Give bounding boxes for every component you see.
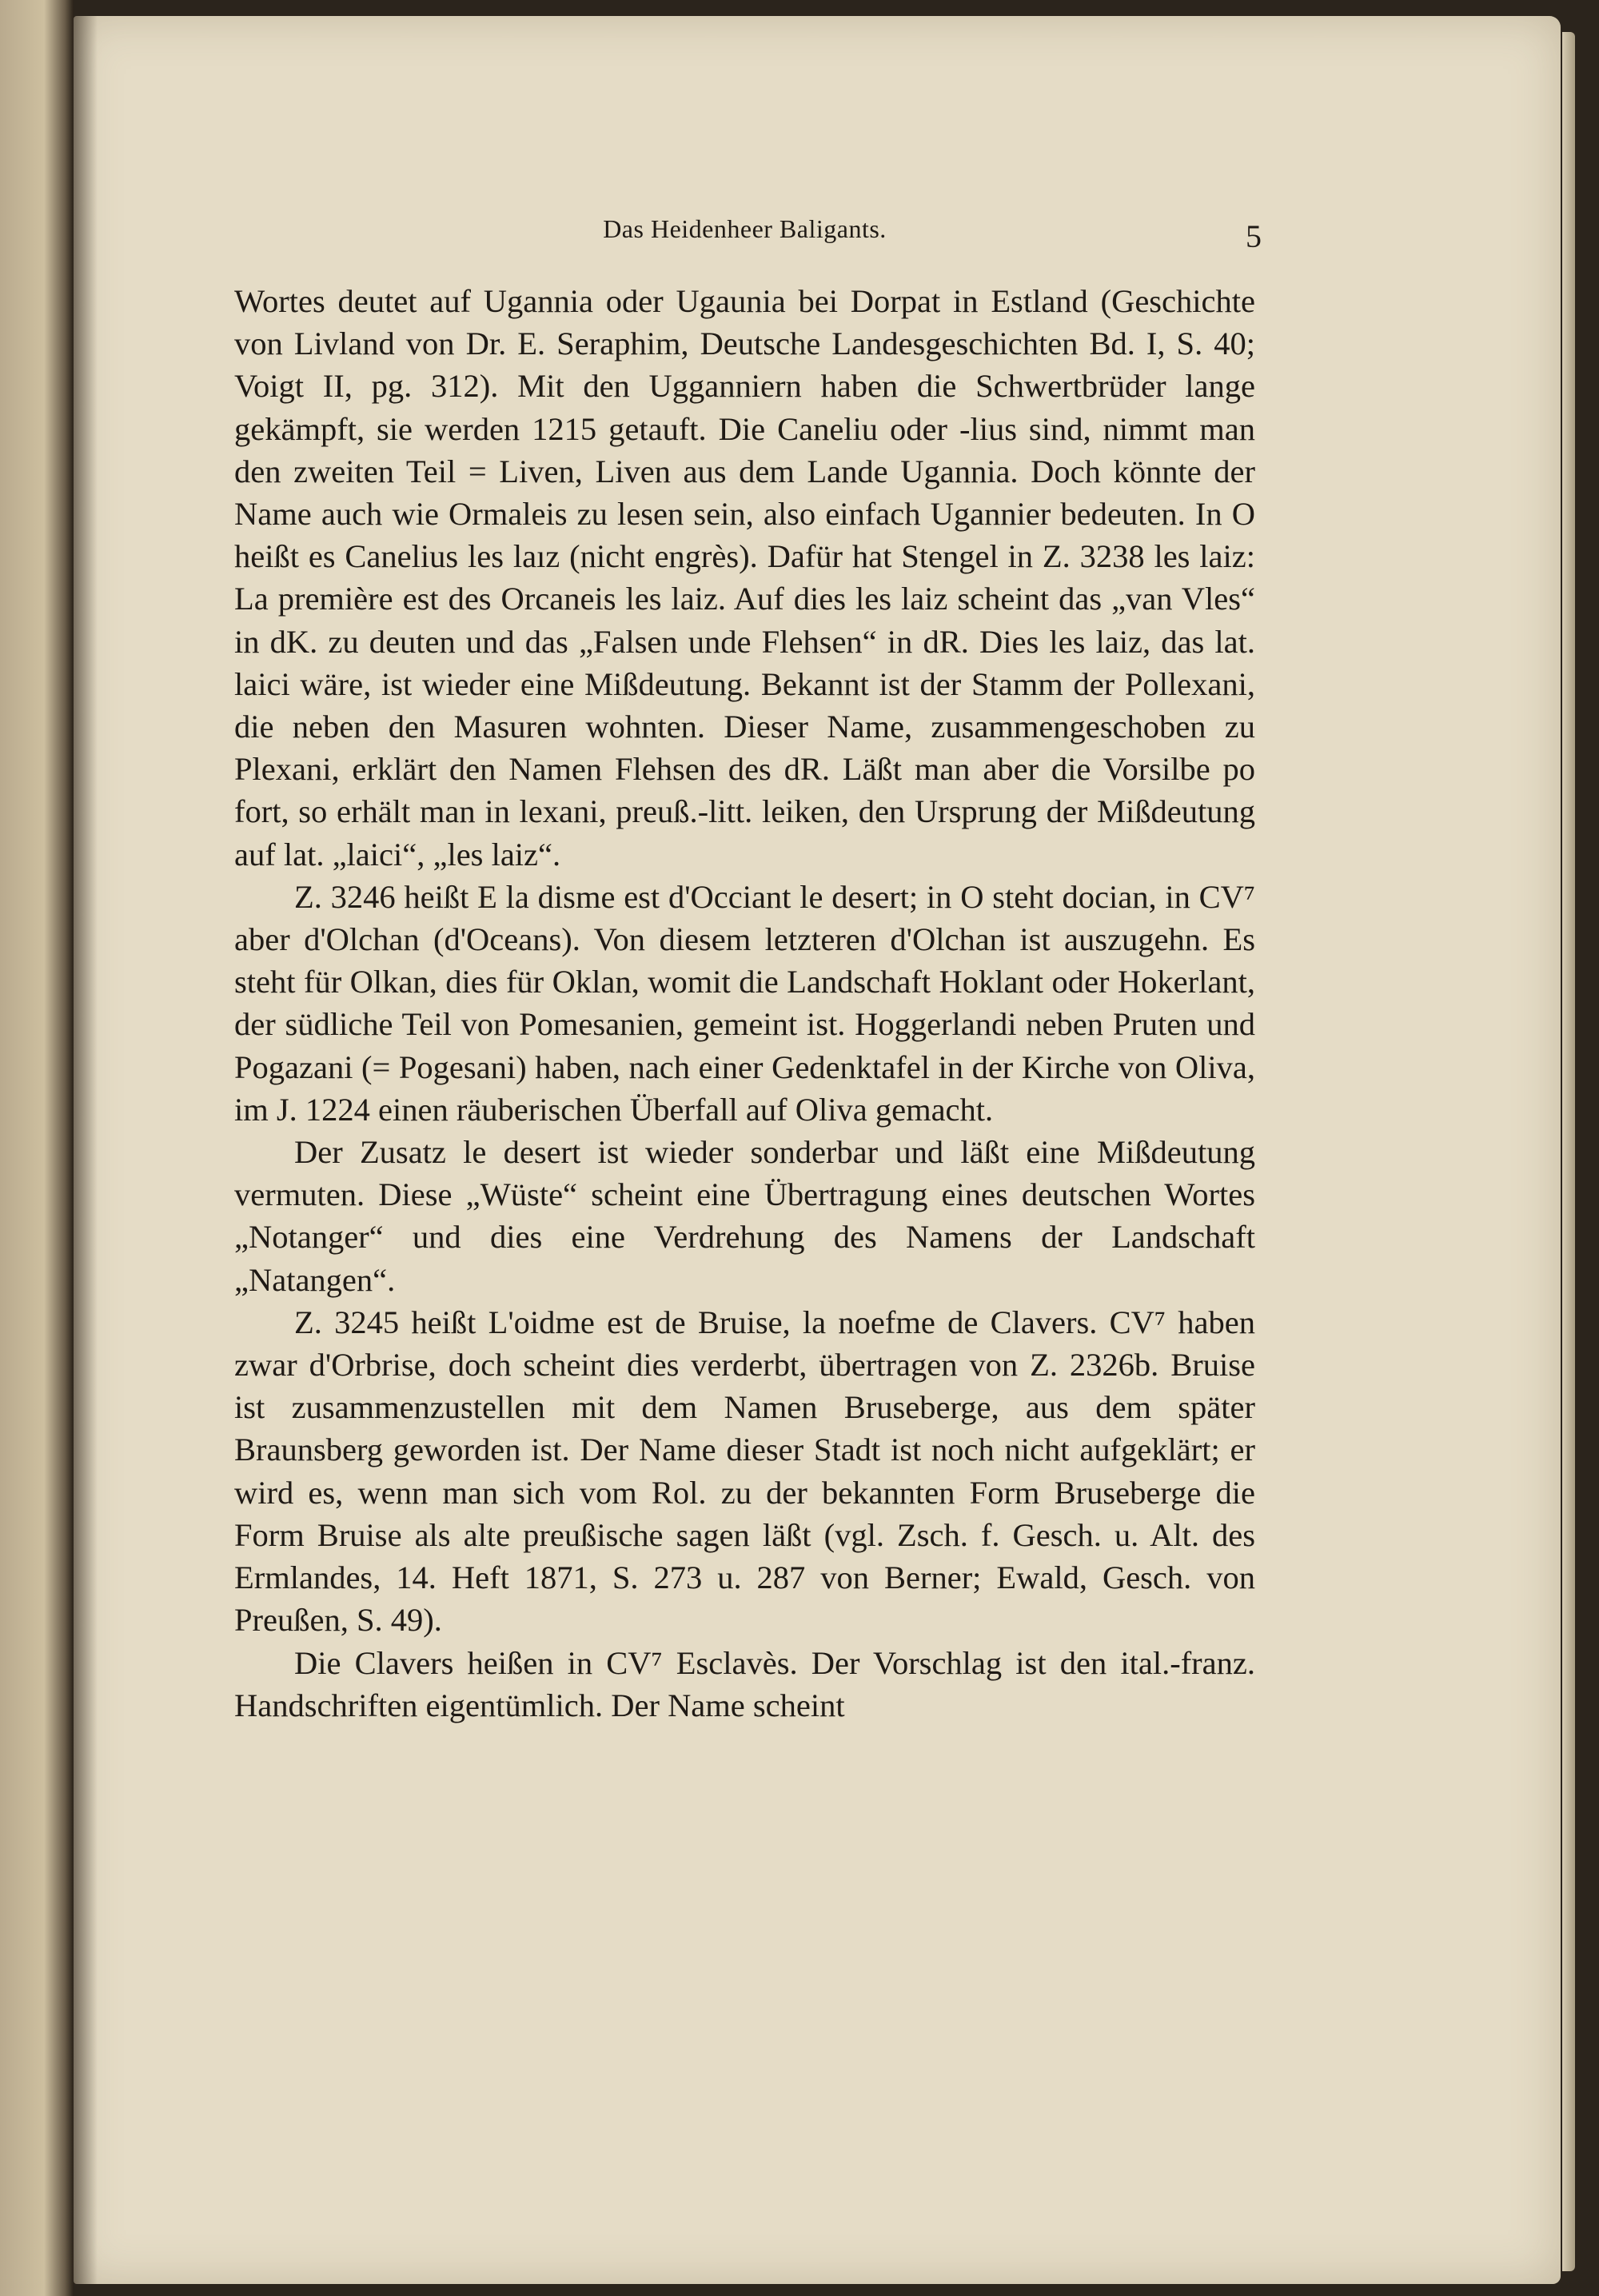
page-content (234, 210, 1262, 1727)
page-number: 5 (1246, 218, 1262, 254)
paragraph: Wortes deutet auf Ugannia oder Ugaunia bei Dorpat in Estland (Geschichte von Livland von Dr. E. Seraphim, Deutsche Landesgeschichten Bd. I, S. 40; Voigt II, pg. 312). Mit den Ugganniern haben die Schwertbrüder lange gekämpft, sie werden 1215 getauft. Die Caneliu oder -lius sind, nimmt man den zweiten Teil = Liven, Liven aus dem Lande Ugannia. Doch könnte der Name auch wie Ormaleis zu lesen sein, also einfach Ugannier bedeuten. In O heißt es Canelius les laız (nicht engrès). Dafür hat Stengel in Z. 3238 les laiz: La première est des Orcaneis les laiz. Auf dies les laiz scheint das „van Vles“ in dK. zu deuten und das „Falsen unde Flehsen“ in dR. Dies les laiz, das lat. laici wäre, ist wieder eine Mißdeutung. Bekannt ist der Stamm der Pollexani, die neben den Masuren wohnten. Dieser Name, zusammengeschoben zu Plexani, erklärt den Namen Flehsen des dR. Läßt man aber die Vorsilbe po fort, so erhält man in lexani, preuß.-litt. leiken, den Ursprung der Mißdeutung auf lat. „laici“, „les laiz“. (234, 283, 1255, 872)
paragraph: Die Clavers heißen in CV⁷ Esclavès. Der Vorschlag ist den ital.-franz. Handschriften eigentümlich. Der Name scheint (234, 1644, 1255, 1723)
gutter-shadow (74, 16, 98, 2284)
paragraph: Der Zusatz le desert ist wieder sonderbar und läßt eine Mißdeutung vermuten. Diese „Wüste“ scheint eine Übertragung eines deutschen Wortes „Notanger“ und dies eine Verdrehung des Namens der Landschaft „Natangen“. (234, 1134, 1255, 1298)
paragraph: Z. 3246 heißt E la disme est d'Occiant le desert; in O steht docian, in CV⁷ aber d'Olchan (d'Oceans). Von diesem letzteren d'Olchan ist auszugehn. Es steht für Olkan, dies für Oklan, womit die Landschaft Hoklant oder Hokerlant, der südliche Teil von Pomesanien, gemeint ist. Hoggerlandi neben Pruten und Pogazani (= Pogesani) haben, nach einer Gedenktafel in der Kirche von Oliva, im J. 1224 einen räuberischen Überfall auf Oliva gemacht. (234, 878, 1255, 1128)
previous-page-edge (0, 0, 74, 2296)
running-title: Das Heidenheer Baligants. (603, 214, 887, 243)
body-text (234, 280, 1255, 1727)
page-stack-edge (1562, 32, 1575, 2271)
paragraph: Z. 3245 heißt L'oidme est de Bruise, la noefme de Clavers. CV⁷ haben zwar d'Orbrise, doch scheint dies verderbt, übertragen von Z. 2326b. Bruise ist zusammenzustellen mit dem Namen Bruseberge, aus dem später Braunsberg geworden ist. Der Name dieser Stadt ist noch nicht aufgeklärt; er wird es, wenn man sich vom Rol. zu der bekannten Form Bruseberge die Form Bruise als alte preußische sagen läßt (vgl. Zsch. f. Gesch. u. Alt. des Ermlandes, 14. Heft 1871, S. 273 u. 287 von Berner; Ewald, Gesch. von Preußen, S. 49). (234, 1304, 1255, 1639)
running-head (234, 210, 1262, 258)
